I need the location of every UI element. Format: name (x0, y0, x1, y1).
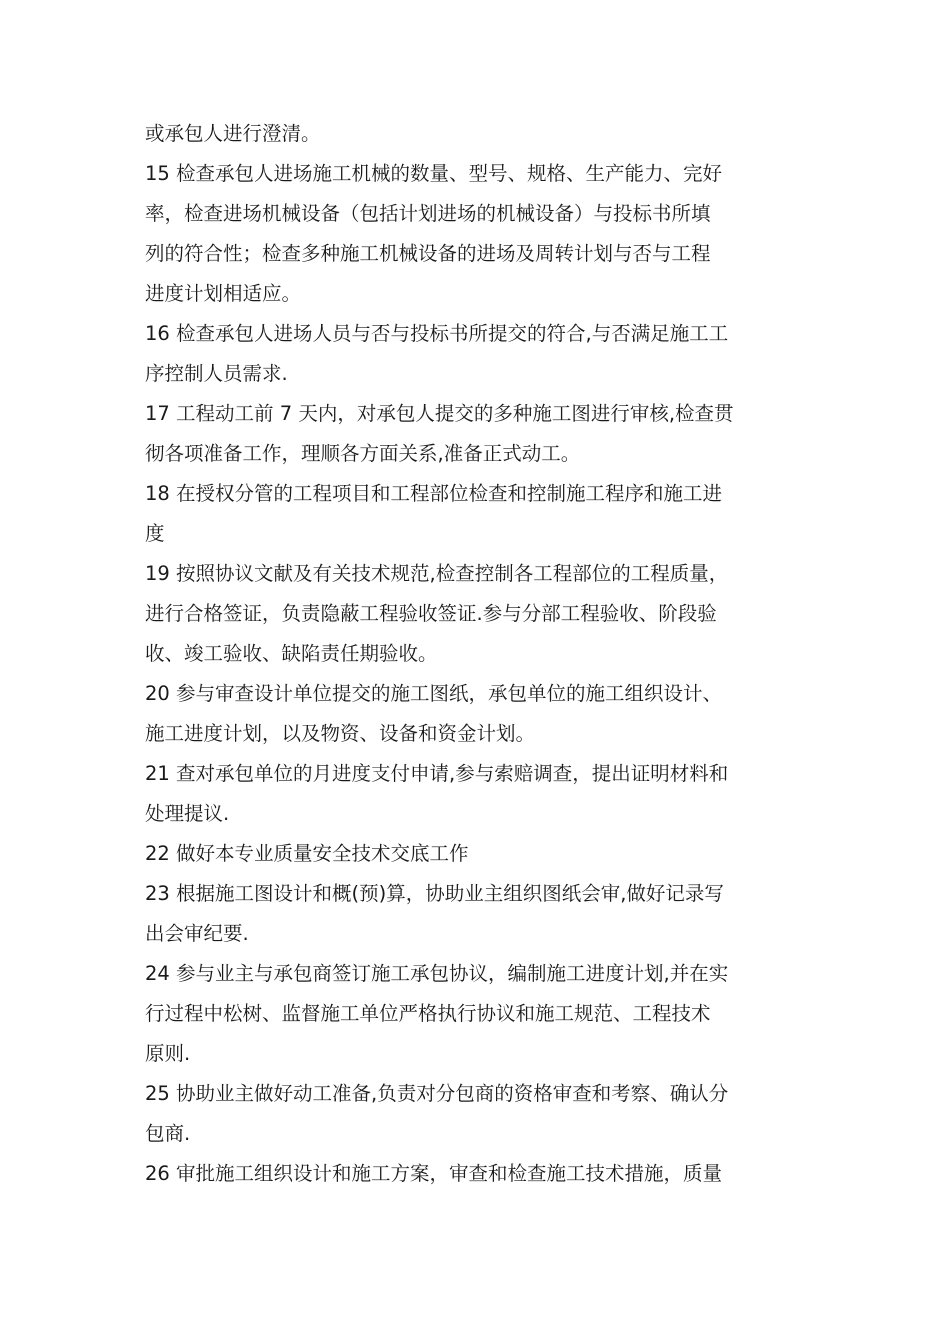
text-line: 施工进度计划，以及物资、设备和资金计划。 (145, 722, 536, 745)
text-line: 收、竣工验收、缺陷责任期验收。 (145, 642, 438, 665)
text-line: 21 查对承包单位的月进度支付申请,参与索赔调查，提出证明材料和 (145, 762, 729, 785)
paragraph-item-21 (145, 754, 810, 834)
text-line: 进度计划相适应。 (145, 282, 302, 305)
paragraph-item-23 (145, 874, 810, 954)
text-line: 原则. (145, 1042, 191, 1065)
text-line: 19 按照协议文献及有关技术规范,检查控制各工程部位的工程质量， (145, 562, 729, 585)
text-line: 序控制人员需求. (145, 362, 288, 385)
text-line: 25 协助业主做好动工准备,负责对分包商的资格审查和考察、确认分 (145, 1082, 729, 1105)
text-line: 包商. (145, 1122, 191, 1145)
paragraph-item-26 (145, 1154, 810, 1194)
text-line: 18 在授权分管的工程项目和工程部位检查和控制施工程序和施工进 (145, 482, 723, 505)
text-line: 行过程中松树、监督施工单位严格执行协议和施工规范、工程技术 (145, 1002, 711, 1025)
text-line: 20 参与审查设计单位提交的施工图纸，承包单位的施工组织设计、 (145, 682, 723, 705)
text-line: 彻各项准备工作，理顺各方面关系,准备正式动工。 (145, 442, 581, 465)
text-line: 16 检查承包人进场人员与否与投标书所提交的符合,与否满足施工工 (145, 322, 729, 345)
paragraph-item-22 (145, 834, 810, 874)
paragraph-item-19 (145, 554, 810, 674)
paragraph-item-18 (145, 474, 810, 554)
paragraph-item-24 (145, 954, 810, 1074)
paragraph-item-16 (145, 314, 810, 394)
paragraph-item-17 (145, 394, 810, 474)
text-line: 率，检查进场机械设备（包括计划进场的机械设备）与投标书所填 (145, 202, 711, 225)
text-line: 24 参与业主与承包商签订施工承包协议，编制施工进度计划,并在实 (145, 962, 729, 985)
text-line: 处理提议. (145, 802, 230, 825)
paragraph-item-15 (145, 154, 810, 314)
text-line: 或承包人进行澄清。 (145, 122, 321, 145)
text-line: 列的符合性；检查多种施工机械设备的进场及周转计划与否与工程 (145, 242, 711, 265)
text-line: 26 审批施工组织设计和施工方案，审查和检查施工技术措施，质量 (145, 1162, 723, 1185)
paragraph-item-20 (145, 674, 810, 754)
text-line: 17 工程动工前 7 天内，对承包人提交的多种施工图进行审核,检查贯 (145, 402, 734, 425)
document-body (145, 114, 810, 1194)
paragraph-continuation (145, 114, 810, 154)
text-line: 出会审纪要. (145, 922, 249, 945)
text-line: 进行合格签证，负责隐蔽工程验收签证.参与分部工程验收、阶段验 (145, 602, 717, 625)
text-line: 23 根据施工图设计和概(预)算，协助业主组织图纸会审,做好记录写 (145, 882, 724, 905)
text-line: 22 做好本专业质量安全技术交底工作 (145, 842, 469, 865)
paragraph-item-25 (145, 1074, 810, 1154)
text-line: 度 (145, 522, 165, 545)
text-line: 15 检查承包人进场施工机械的数量、型号、规格、生产能力、完好 (145, 162, 723, 185)
